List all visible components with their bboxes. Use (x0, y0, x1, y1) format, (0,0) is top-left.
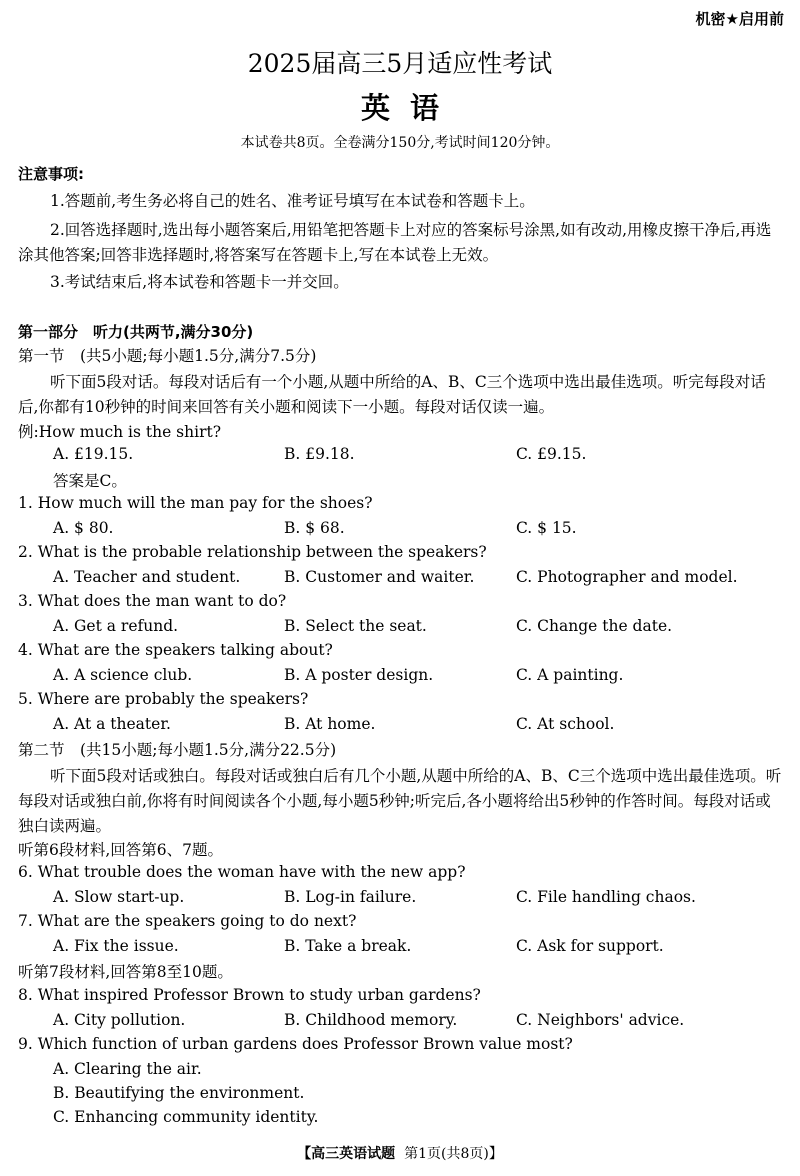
question-2-option-c: C. Photographer and model. (516, 568, 738, 586)
notice-title: 注意事项: (18, 165, 84, 183)
question-7: 7. What are the speakers going to do next? (18, 912, 357, 930)
question-6-option-c: C. File handling chaos. (516, 888, 696, 906)
question-9: 9. Which function of urban gardens does Professor Brown value most? (18, 1035, 573, 1053)
question-9-option-a: A. Clearing the air. (53, 1060, 202, 1078)
question-7-option-a: A. Fix the issue. (53, 937, 179, 955)
question-3: 3. What does the man want to do? (18, 592, 287, 610)
question-4: 4. What are the speakers talking about? (18, 641, 333, 659)
question-4-option-b: B. A poster design. (284, 666, 434, 684)
question-7-option-b: B. Take a break. (284, 937, 412, 955)
question-5-option-c: C. At school. (516, 715, 615, 733)
question-2-option-a: A. Teacher and student. (53, 568, 241, 586)
example-option-c: C. £9.15. (516, 445, 587, 463)
question-8: 8. What inspired Professor Brown to study urban gardens? (18, 986, 481, 1004)
exam-title: 2025届高三5月适应性考试 (247, 49, 553, 78)
page-footer (0, 1143, 800, 1163)
question-3-option-b: B. Select the seat. (284, 617, 427, 635)
section1-title: 第一节 (共5小题;每小题1.5分,满分7.5分) (18, 347, 317, 365)
question-2: 2. What is the probable relationship between the speakers? (18, 543, 487, 561)
question-2-option-b: B. Customer and waiter. (284, 568, 475, 586)
question-9-option-b: B. Beautifying the environment. (53, 1084, 305, 1102)
subject-title: 英语 (360, 91, 459, 125)
question-1-option-c: C. $ 15. (516, 519, 577, 537)
part1-title: 第一部分 听力(共两节,满分30分) (18, 323, 254, 341)
material-6-heading: 听第6段材料,回答第6、7题。 (18, 841, 224, 859)
question-5: 5. Where are probably the speakers? (18, 690, 309, 708)
example-answer: 答案是C。 (53, 472, 127, 490)
example-question: 例:How much is the shirt? (18, 423, 222, 441)
question-4-option-c: C. A painting. (516, 666, 624, 684)
question-6-option-a: A. Slow start-up. (53, 888, 185, 906)
section2-title: 第二节 (共15小题;每小题1.5分,满分22.5分) (18, 741, 337, 759)
question-1: 1. How much will the man pay for the shoes? (18, 494, 373, 512)
question-8-option-b: B. Childhood memory. (284, 1011, 458, 1029)
question-5-option-b: B. At home. (284, 715, 376, 733)
notice-item-3: 3.考试结束后,将本试卷和答题卡一并交回。 (50, 273, 349, 291)
question-9-option-c: C. Enhancing community identity. (53, 1108, 319, 1126)
question-6-option-b: B. Log-in failure. (284, 888, 417, 906)
material-7-heading: 听第7段材料,回答第8至10题。 (18, 963, 233, 981)
notice-item-2: 2.回答选择题时,选出每小题答案后,用铅笔把答题卡上对应的答案标号涂黑,如有改动,用橡皮擦干净后,再选涂其他答案;回答非选择题时,将答案写在答题卡上,写在本试卷上无效。 (18, 221, 772, 264)
notice-item-1: 1.答题前,考生务必将自己的姓名、准考证号填写在本试卷和答题卡上。 (50, 192, 535, 210)
example-option-a: A. £19.15. (53, 445, 134, 463)
footer-subject: 【高三英语试题 (297, 1146, 396, 1162)
question-6: 6. What trouble does the woman have with the new app? (18, 863, 466, 881)
question-3-option-c: C. Change the date. (516, 617, 673, 635)
confidential-mark: 机密★启用前 (695, 10, 784, 28)
section2-instruction: 听下面5段对话或独白。每段对话或独白后有几个小题,从题中所给的A、B、C三个选项中选出最佳选项。听每段对话或独白前,你将有时间阅读各个小题,每小题5秒钟;听完后,各小题将给出5秒钟的作答时间。每段对话或独白读两遍。 (18, 767, 782, 835)
question-4-option-a: A. A science club. (53, 666, 193, 684)
question-3-option-a: A. Get a refund. (53, 617, 179, 635)
example-option-b: B. £9.18. (284, 445, 355, 463)
question-1-option-a: A. $ 80. (53, 519, 114, 537)
question-1-option-b: B. $ 68. (284, 519, 345, 537)
exam-info: 本试卷共8页。全卷满分150分,考试时间120分钟。 (240, 135, 560, 151)
question-5-option-a: A. At a theater. (53, 715, 171, 733)
question-8-option-c: C. Neighbors' advice. (516, 1011, 685, 1029)
section1-instruction: 听下面5段对话。每段对话后有一个小题,从题中所给的A、B、C三个选项中选出最佳选项。听完每段对话后,你都有10秒钟的时间来回答有关小题和阅读下一小题。每段对话仅读一遍。 (18, 373, 766, 416)
footer-page-info: 第1页(共8页)】 (404, 1146, 503, 1162)
question-8-option-a: A. City pollution. (53, 1011, 186, 1029)
question-7-option-c: C. Ask for support. (516, 937, 664, 955)
